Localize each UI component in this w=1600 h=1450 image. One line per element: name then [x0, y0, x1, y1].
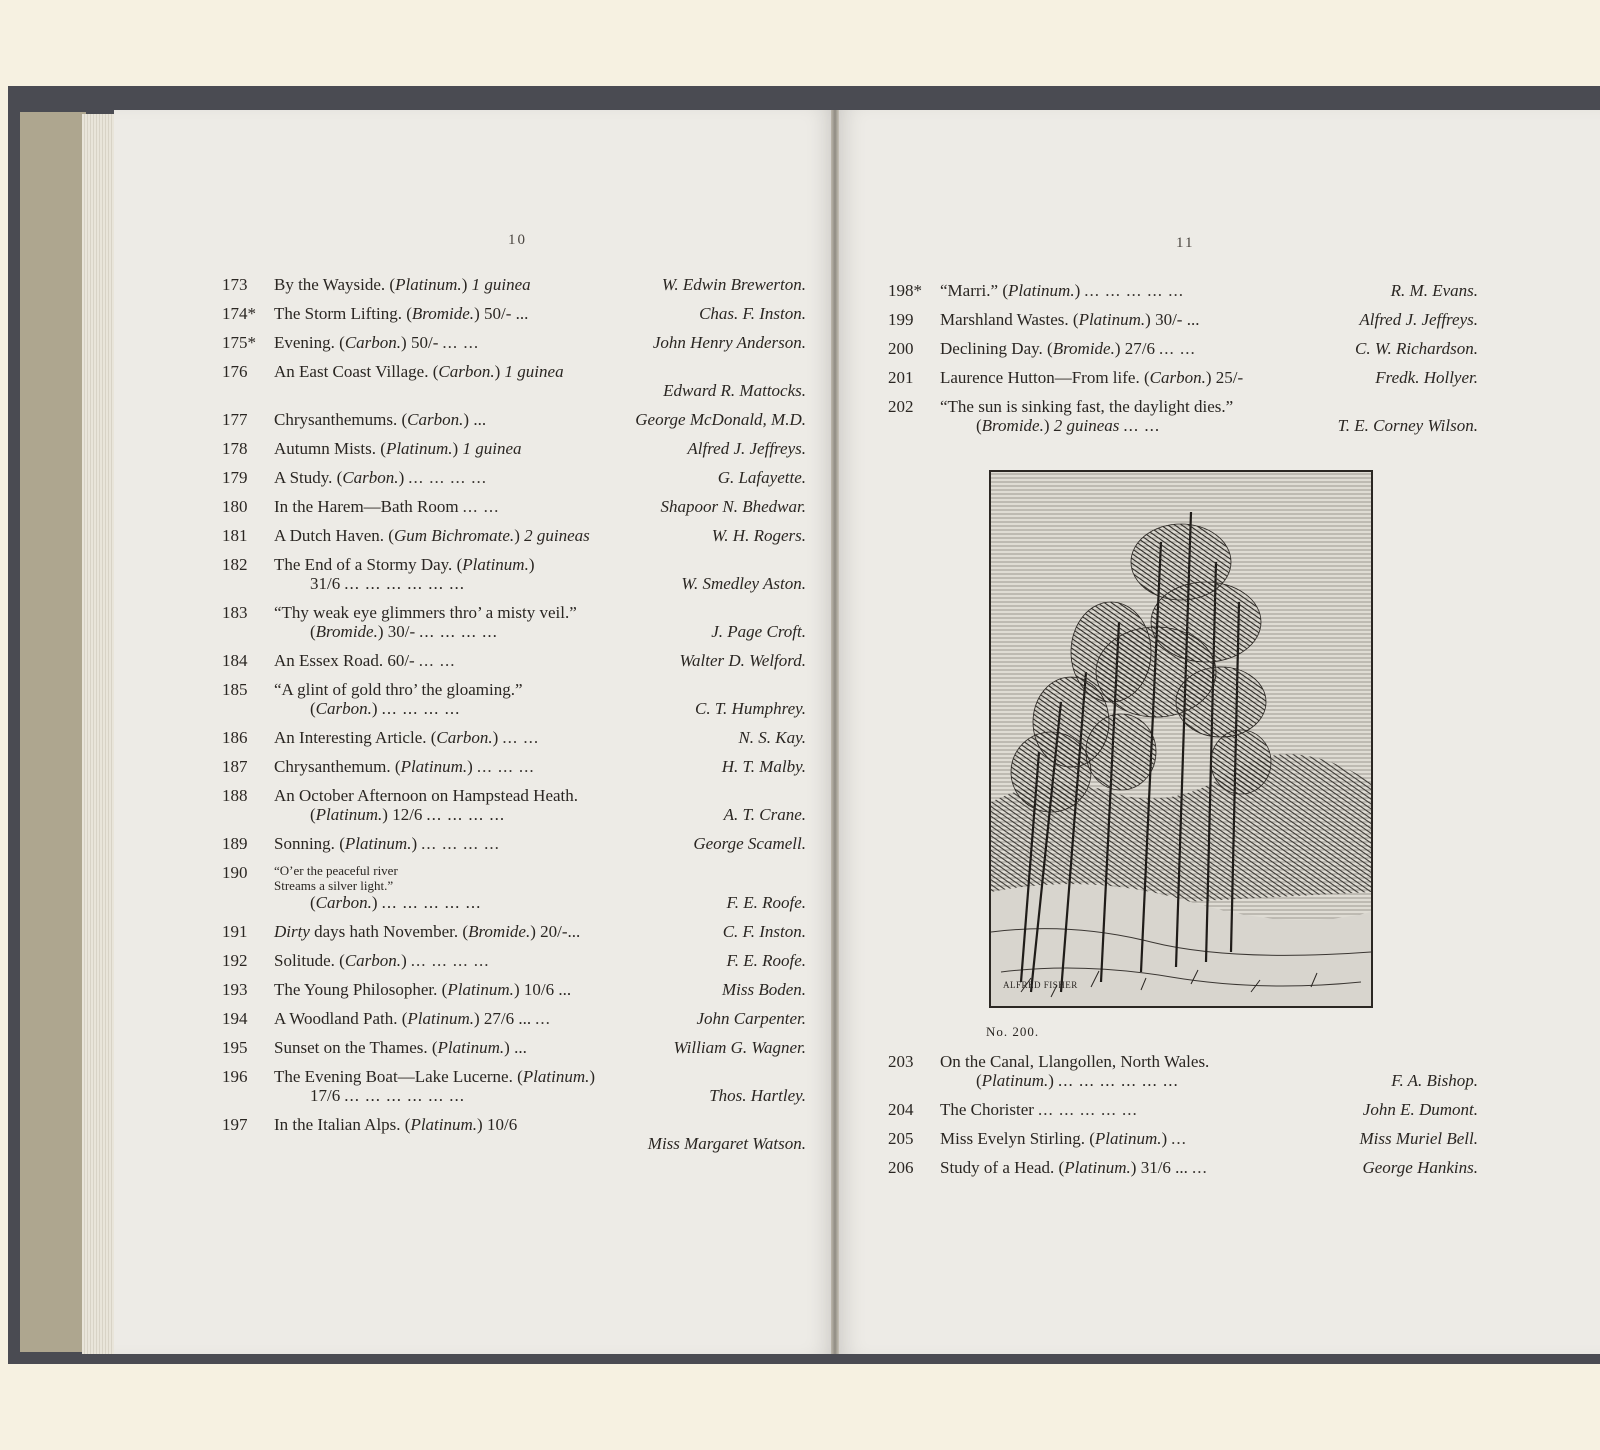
entry-number: 205: [888, 1129, 914, 1148]
entry-title: “Marri.” (Platinum.): [940, 281, 1081, 300]
entry-author: F. A. Bishop.: [1391, 1071, 1478, 1090]
entry-author: John E. Dumont.: [1362, 1100, 1478, 1119]
entry-process: Platinum.: [315, 805, 383, 824]
entry-process: Platinum.: [981, 1071, 1049, 1090]
entry-number: 187: [222, 757, 248, 776]
entry-author: W. Edwin Brewerton.: [661, 275, 806, 294]
entry-title: An East Coast Village. (Carbon.) 1 guinea: [274, 362, 564, 381]
entry-title: Declining Day. (Bromide.) 27/6: [940, 339, 1156, 358]
entry-title: An Interesting Article. (Carbon.): [274, 728, 499, 747]
catalogue-entry: [888, 1052, 1478, 1090]
entry-title: A Study. (Carbon.): [274, 468, 405, 487]
entry-author: Shapoor N. Bhedwar.: [660, 497, 806, 516]
entry-price: 17/6: [310, 1086, 341, 1105]
catalogue-entry: [222, 362, 806, 400]
entry-number: 188: [222, 786, 248, 805]
entry-number: 184: [222, 651, 248, 670]
entry-process: Carbon.: [438, 362, 495, 381]
entry-process: Platinum.: [344, 834, 412, 853]
engraver-signature: ALFRED FISHER: [1003, 980, 1078, 990]
catalogue-entry: [222, 555, 806, 593]
entry-process: Gum Bichromate.: [393, 526, 515, 545]
entry-price: 31/6: [310, 574, 341, 593]
entry-process: Carbon.: [1149, 368, 1206, 387]
entry-title: The Chorister: [940, 1100, 1034, 1119]
endpaper: [20, 112, 86, 1352]
entry-process: Platinum.: [410, 1115, 478, 1134]
verse-line: “O’er the peaceful river: [274, 863, 398, 878]
entry-process-line: (Platinum.) 12/6: [310, 805, 423, 824]
entry-price: 20/-...: [540, 922, 581, 941]
catalogue-entry: [222, 333, 806, 352]
entry-price: 10/6 ...: [523, 980, 572, 999]
entry-number: 203: [888, 1052, 914, 1071]
entry-author: Chas. F. Inston.: [699, 304, 806, 323]
entry-author: C. F. Inston.: [722, 922, 806, 941]
entry-author: C. T. Humphrey.: [695, 699, 806, 718]
entry-leader-dots: ... ... ... ...: [381, 699, 461, 718]
entry-price: ...: [514, 1038, 527, 1057]
entry-author: W. H. Rogers.: [711, 526, 806, 545]
entry-title: Chrysanthemum. (Platinum.): [274, 757, 473, 776]
entry-price: 50/- ...: [483, 304, 529, 323]
catalogue-entry: [222, 497, 806, 516]
entry-author: R. M. Evans.: [1390, 281, 1478, 300]
entry-author: J. Page Croft.: [711, 622, 806, 641]
entry-title: The Evening Boat—Lake Lucerne. (Platinum.): [274, 1067, 596, 1086]
entry-process: Carbon.: [344, 951, 402, 970]
catalogue-entry: [222, 1067, 806, 1105]
entry-author: Alfred J. Jeffreys.: [687, 439, 806, 458]
entry-process: Platinum.: [1078, 310, 1146, 329]
entry-number: 191: [222, 922, 248, 941]
entry-author: George McDonald, M.D.: [635, 410, 806, 429]
entry-process: Bromide.: [468, 922, 531, 941]
verse-line: Streams a silver light.”: [274, 878, 394, 893]
entry-price: 31/6 ...: [1140, 1158, 1188, 1177]
page-number-right: 11: [1176, 235, 1195, 251]
entry-author: John Henry Anderson.: [652, 333, 806, 352]
entry-price: 1 guinea: [471, 275, 531, 294]
entry-number: 182: [222, 555, 248, 574]
entry-title: “A glint of gold thro’ the gloaming.”: [274, 680, 523, 699]
entry-title: An Essex Road. 60/-: [274, 651, 415, 670]
entry-process: Platinum.: [437, 1038, 505, 1057]
entry-number: 173: [222, 275, 248, 294]
catalogue-entry: [888, 1158, 1478, 1177]
entry-process: Platinum.: [385, 439, 453, 458]
entry-number: 202: [888, 397, 914, 416]
right-entry-list: [888, 281, 1478, 445]
entry-title: The Storm Lifting. (Bromide.) 50/- ...: [274, 304, 529, 323]
entry-leader-dots: ... ... ... ...: [419, 622, 498, 641]
entry-number: 183: [222, 603, 248, 622]
entry-number: 174*: [222, 304, 256, 323]
catalogue-entry: [888, 281, 1478, 300]
entry-number: 200: [888, 339, 914, 358]
entry-leader-dots: ...: [535, 1009, 551, 1028]
entry-leader-dots: ... ...: [442, 333, 480, 352]
entry-leader-dots: ... ...: [1123, 416, 1161, 435]
engraving-illustration: [989, 470, 1373, 1008]
entry-title: Evening. (Carbon.) 50/-: [274, 333, 439, 352]
entry-process: Carbon.: [344, 333, 402, 352]
entry-price: 2 guineas: [524, 526, 590, 545]
entry-author: John Carpenter.: [696, 1009, 806, 1028]
entry-leader-dots: ... ...: [1159, 339, 1196, 358]
entry-author: A. T. Crane.: [723, 805, 806, 824]
catalogue-entry: [222, 603, 806, 641]
entry-number: 181: [222, 526, 248, 545]
entry-process-line: (Platinum.): [976, 1071, 1054, 1090]
entry-title: “Thy weak eye glimmers thro’ a misty veil.”: [274, 603, 577, 622]
entry-author: N. S. Kay.: [738, 728, 806, 747]
catalogue-entry: [222, 1115, 806, 1153]
entry-author: F. E. Roofe.: [726, 951, 806, 970]
entry-process-line: (Bromide.) 30/-: [310, 622, 416, 641]
entry-process-line: (Carbon.): [310, 699, 378, 718]
entry-leader-dots: ... ... ... ... ... ...: [344, 574, 465, 593]
catalogue-entry: [222, 757, 806, 776]
entry-author: Miss Muriel Bell.: [1359, 1129, 1478, 1148]
catalogue-entry: [888, 368, 1478, 387]
entry-process: Platinum.: [395, 275, 462, 294]
entry-number: 176: [222, 362, 248, 381]
entry-leader-dots: ... ... ... ...: [426, 805, 506, 824]
entry-price: 2 guineas: [1053, 416, 1120, 435]
page-number-left: 10: [508, 232, 527, 248]
catalogue-entry: [888, 1100, 1478, 1119]
entry-leader-dots: ... ... ...: [476, 757, 535, 776]
entry-leader-dots: ...: [1171, 1129, 1187, 1148]
catalogue-entry: [222, 786, 806, 824]
entry-verse: [274, 863, 806, 893]
entry-leader-dots: ...: [1191, 1158, 1208, 1177]
entry-leader-dots: ... ... ... ... ...: [1084, 281, 1184, 300]
entry-number: 177: [222, 410, 248, 429]
entry-title: Sunset on the Thames. (Platinum.) ...: [274, 1038, 527, 1057]
entry-process: Platinum.: [407, 1009, 474, 1028]
entry-process: Carbon.: [342, 468, 399, 487]
entry-leader-dots: ... ... ... ...: [410, 951, 490, 970]
catalogue-entry: [222, 1038, 806, 1057]
entry-author: T. E. Corney Wilson.: [1337, 416, 1478, 435]
entry-number: 186: [222, 728, 248, 747]
entry-process: Carbon.: [315, 893, 372, 912]
entry-leader-dots: ... ...: [462, 497, 500, 516]
entry-price: 1 guinea: [504, 362, 564, 381]
entry-leader-dots: ... ... ... ... ...: [381, 893, 482, 912]
entry-title: In the Harem—Bath Room: [274, 497, 459, 516]
entry-number: 201: [888, 368, 914, 387]
entry-number: 185: [222, 680, 248, 699]
entry-number: 194: [222, 1009, 248, 1028]
entry-price: 1 guinea: [462, 439, 522, 458]
entry-process: Platinum.: [1007, 281, 1075, 300]
entry-process: Carbon.: [436, 728, 493, 747]
entry-title-italic: Dirty: [274, 922, 315, 941]
entry-title: Miss Evelyn Stirling. (Platinum.): [940, 1129, 1168, 1148]
entry-title: An October Afternoon on Hampstead Heath.: [274, 786, 579, 805]
catalogue-entry: [222, 410, 806, 429]
entry-price: 10/6: [486, 1115, 518, 1134]
entry-title: The Young Philosopher. (Platinum.) 10/6 ...: [274, 980, 572, 999]
entry-number: 189: [222, 834, 248, 853]
entry-author: George Scamell.: [693, 834, 806, 853]
entry-leader-dots: ... ...: [502, 728, 540, 747]
entry-number: 192: [222, 951, 248, 970]
entry-price: 27/6 ...: [483, 1009, 532, 1028]
illustration-caption: No. 200.: [986, 1024, 1040, 1039]
entry-title: Laurence Hutton—From life. (Carbon.) 25/-: [940, 368, 1244, 387]
catalogue-entry: [222, 1009, 806, 1028]
catalogue-entry: [222, 922, 806, 941]
entry-number: 199: [888, 310, 914, 329]
catalogue-entry: [222, 834, 806, 853]
entry-title: On the Canal, Llangollen, North Wales.: [940, 1052, 1210, 1071]
entry-process: Carbon.: [407, 410, 464, 429]
entry-price: ...: [473, 410, 487, 429]
entry-price: 12/6: [392, 805, 423, 824]
entry-author: George Hankins.: [1362, 1158, 1478, 1177]
entry-number: 206: [888, 1158, 914, 1177]
left-entry-list: [222, 275, 806, 1163]
entry-process: Platinum.: [447, 980, 514, 999]
right-entry-list-after: [888, 1052, 1478, 1187]
entry-title: “The sun is sinking fast, the daylight dies.”: [940, 397, 1234, 416]
entry-author: Walter D. Welford.: [679, 651, 806, 670]
catalogue-entry: [888, 339, 1478, 358]
catalogue-entry: [222, 980, 806, 999]
entry-process-line: (Carbon.): [310, 893, 378, 912]
entry-price: 50/-: [410, 333, 439, 352]
entry-number: 197: [222, 1115, 248, 1134]
entry-leader-dots: ... ...: [418, 651, 456, 670]
entry-number: 204: [888, 1100, 914, 1119]
entry-author: Miss Margaret Watson.: [647, 1134, 806, 1153]
entry-number: 178: [222, 439, 248, 458]
entry-author: G. Lafayette.: [717, 468, 806, 487]
entry-process: Platinum.: [1094, 1129, 1162, 1148]
entry-number: 196: [222, 1067, 248, 1086]
entry-title: The End of a Stormy Day. (Platinum.): [274, 555, 535, 574]
entry-title: A Woodland Path. (Platinum.) 27/6 ...: [274, 1009, 532, 1028]
entry-leader-dots: ... ... ... ... ...: [1037, 1100, 1138, 1119]
entry-number: 175*: [222, 333, 256, 352]
entry-leader-dots: ... ... ... ...: [421, 834, 500, 853]
entry-number: 198*: [888, 281, 922, 300]
entry-leader-dots: ... ... ... ... ... ...: [1057, 1071, 1179, 1090]
entry-author: Miss Boden.: [721, 980, 806, 999]
entry-process: Carbon.: [315, 699, 372, 718]
catalogue-entry: [888, 397, 1478, 435]
entry-author: F. E. Roofe.: [726, 893, 806, 912]
entry-price: 30/-: [387, 622, 416, 641]
entry-title: Study of a Head. (Platinum.) 31/6 ...: [940, 1158, 1188, 1177]
catalogue-entry: [222, 680, 806, 718]
entry-price: 60/-: [387, 651, 415, 670]
catalogue-entry: [222, 439, 806, 458]
entry-title: Autumn Mists. (Platinum.) 1 guinea: [274, 439, 522, 458]
entry-price: 30/- ...: [1155, 310, 1200, 329]
entry-author: Fredk. Hollyer.: [1375, 368, 1478, 387]
catalogue-entry: [222, 468, 806, 487]
entry-author: C. W. Richardson.: [1355, 339, 1478, 358]
catalogue-entry: [222, 651, 806, 670]
catalogue-entry: [888, 310, 1478, 329]
catalogue-entry: [222, 304, 806, 323]
entry-title: Sonning. (Platinum.): [274, 834, 418, 853]
entry-process: Bromide.: [981, 416, 1044, 435]
entry-title: Solitude. (Carbon.): [274, 951, 407, 970]
entry-author: William G. Wagner.: [673, 1038, 806, 1057]
entry-process: Platinum.: [1064, 1158, 1131, 1177]
entry-number: 179: [222, 468, 248, 487]
entry-process: Bromide.: [411, 304, 475, 323]
catalogue-entry: [888, 1129, 1478, 1148]
entry-process: Platinum.: [462, 555, 529, 574]
entry-title: By the Wayside. (Platinum.) 1 guinea: [274, 275, 531, 294]
entry-price: 27/6: [1124, 339, 1156, 358]
catalogue-entry: [222, 951, 806, 970]
entry-process: Bromide.: [315, 622, 378, 641]
book-gutter: [831, 110, 839, 1354]
entry-author: Thos. Hartley.: [709, 1086, 806, 1105]
entry-process-line: (Bromide.) 2 guineas: [976, 416, 1120, 435]
catalogue-entry: [222, 728, 806, 747]
entry-title: Chrysanthemums. (Carbon.) ...: [274, 410, 487, 429]
entry-title: A Dutch Haven. (Gum Bichromate.) 2 guineas: [274, 526, 590, 545]
entry-process: Platinum.: [522, 1067, 590, 1086]
entry-leader-dots: ... ... ... ... ... ...: [344, 1086, 465, 1105]
entry-author: Alfred J. Jeffreys.: [1359, 310, 1478, 329]
entry-leader-dots: ... ... ... ...: [408, 468, 487, 487]
entry-title: Marshland Wastes. (Platinum.) 30/- ...: [940, 310, 1200, 329]
entry-process: Platinum.: [400, 757, 468, 776]
entry-number: 190: [222, 863, 248, 882]
catalogue-entry: [222, 863, 806, 912]
entry-price: 25/-: [1215, 368, 1244, 387]
entry-author: Edward R. Mattocks.: [663, 381, 806, 400]
entry-process: Bromide.: [1052, 339, 1115, 358]
entry-number: 195: [222, 1038, 248, 1057]
entry-number: 180: [222, 497, 248, 516]
catalogue-entry: [222, 526, 806, 545]
entry-title: In the Italian Alps. (Platinum.) 10/6: [274, 1115, 518, 1134]
catalogue-entry: [222, 275, 806, 294]
entry-author: H. T. Malby.: [721, 757, 806, 776]
entry-author: W. Smedley Aston.: [681, 574, 806, 593]
entry-number: 193: [222, 980, 248, 999]
entry-title: Dirty days hath November. (Bromide.) 20/-...: [274, 922, 581, 941]
